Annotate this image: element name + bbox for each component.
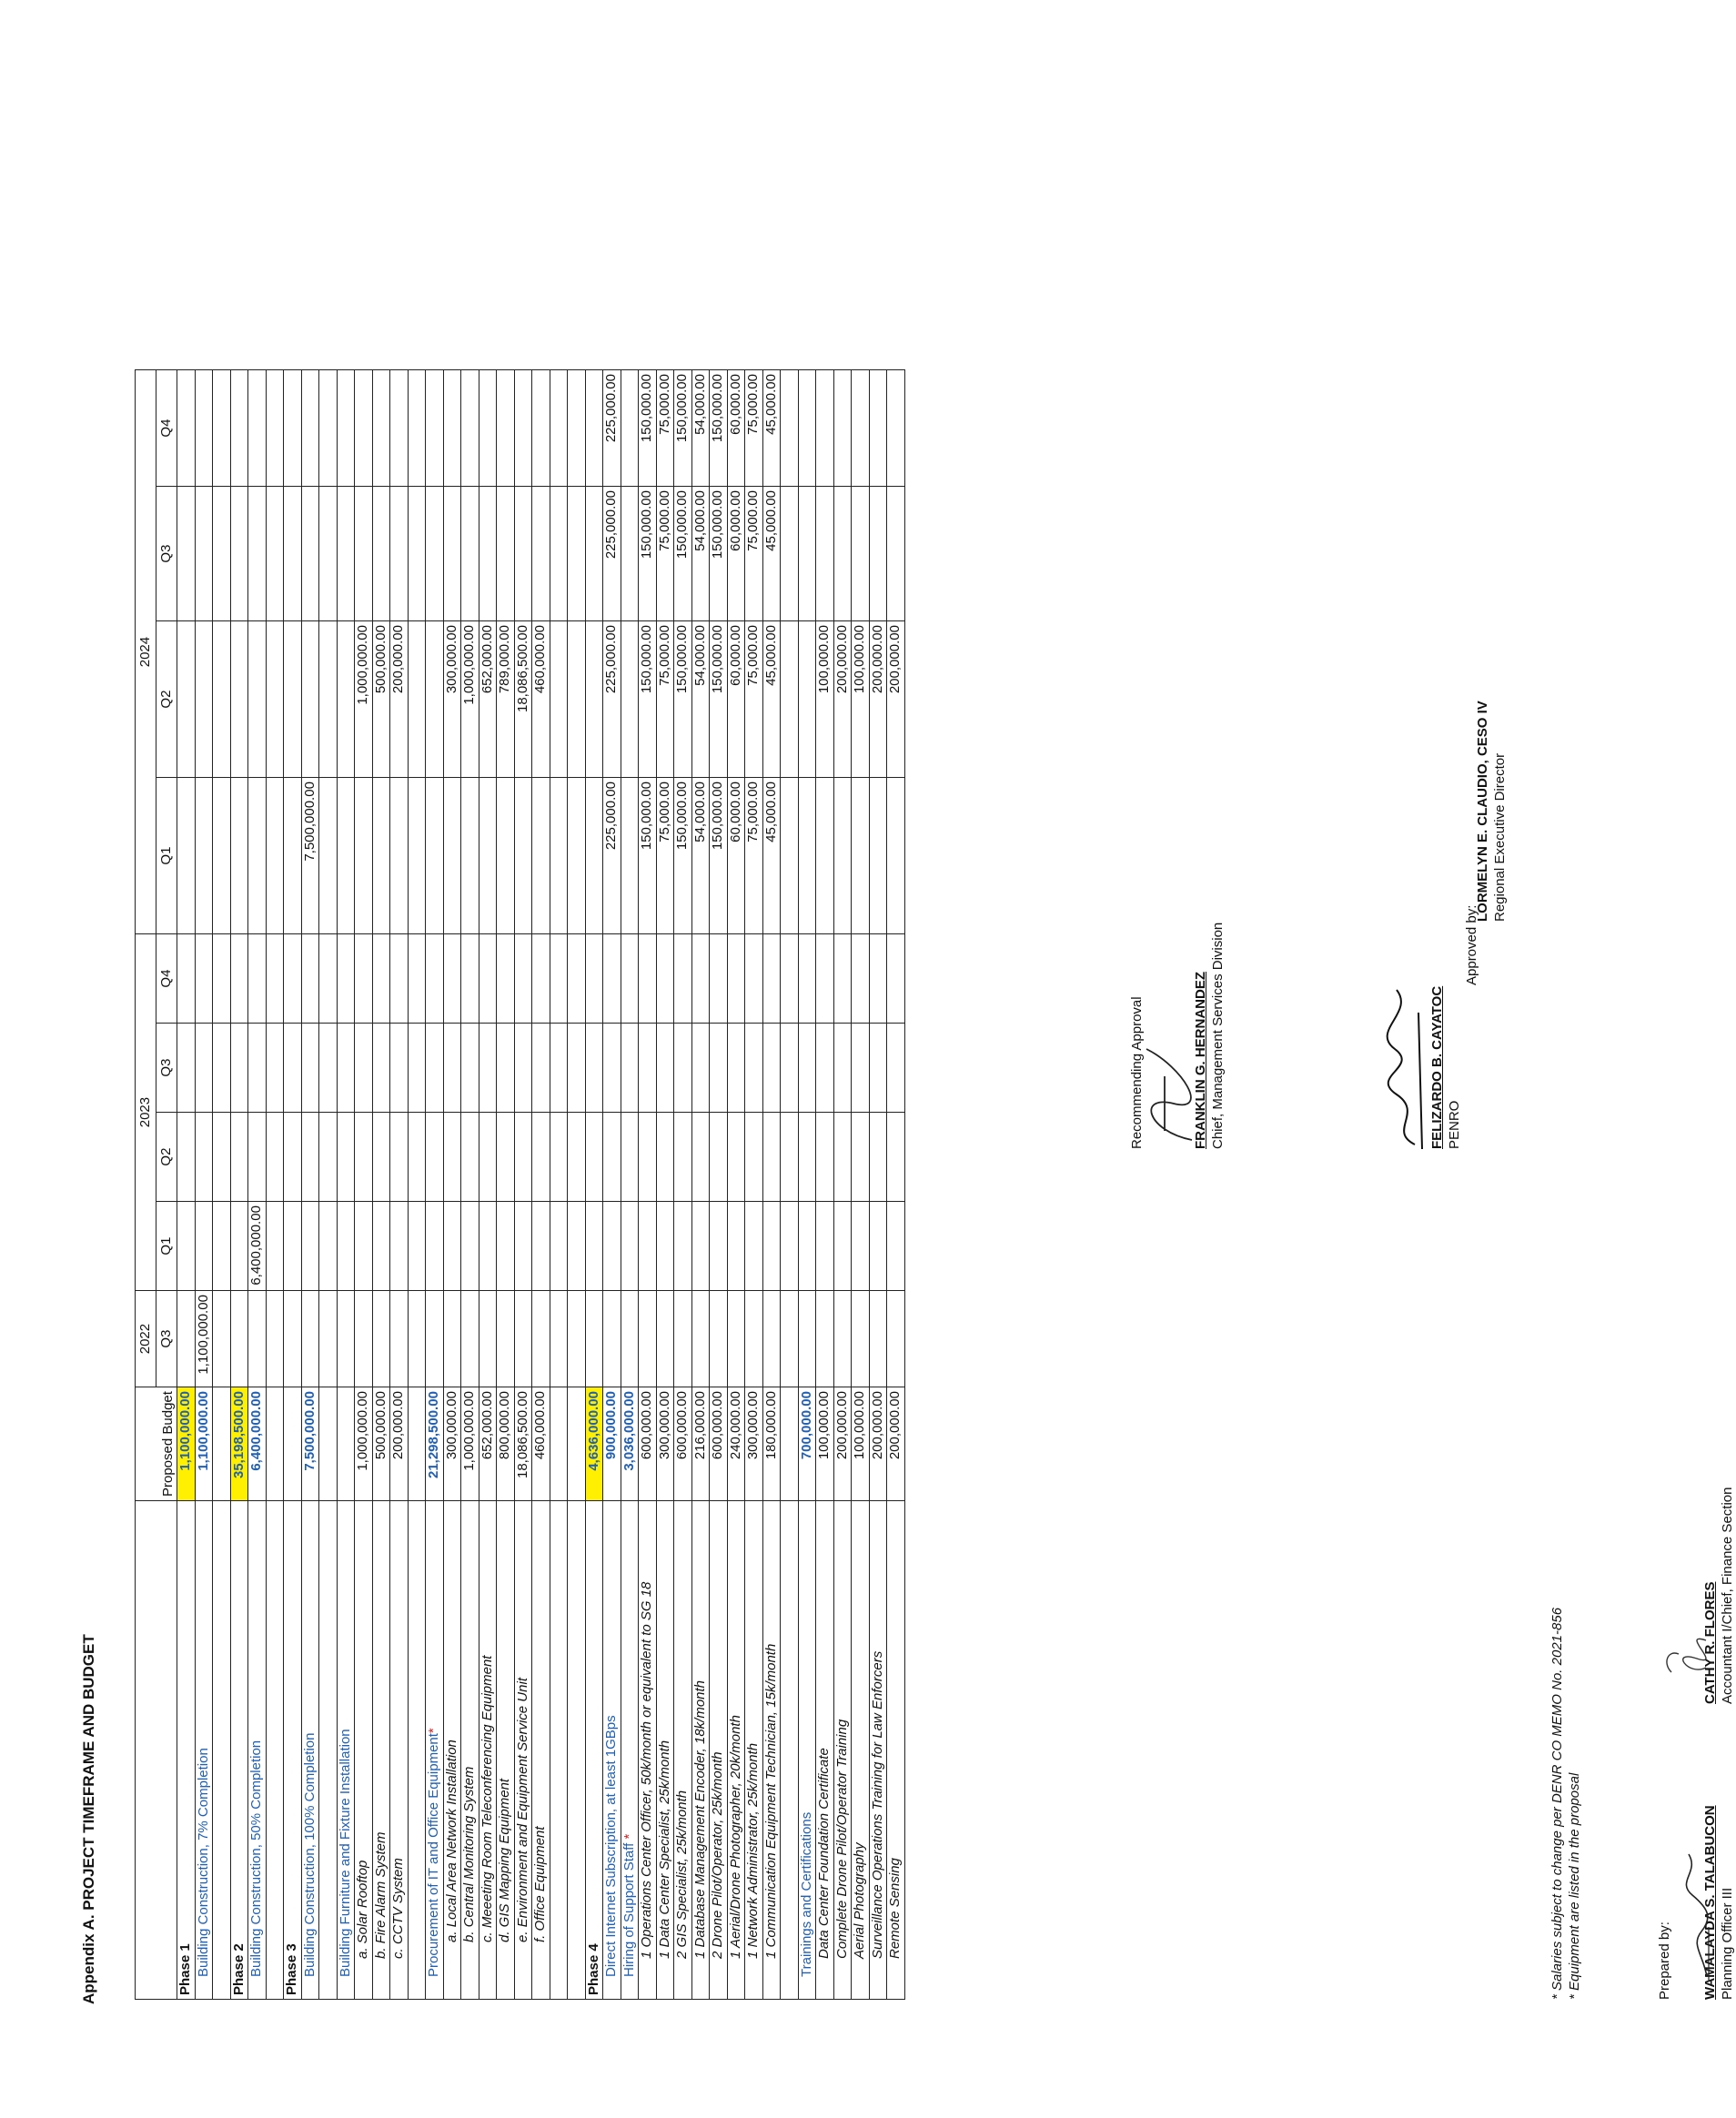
proc-c-budget: 652,000.00 [479, 1387, 497, 1501]
staff-item-label: 1 Network Administrator, 25k/month [745, 1501, 763, 2000]
train-item-label: Aerial Photography [852, 1501, 870, 2000]
bc100-2024-q1: 7,500,000.00 [301, 778, 319, 934]
staff-item-label: 1 Data Center Specialist, 25k/month [656, 1501, 674, 2000]
footnote-equipment: * Equipment are listed in the proposal [1567, 1772, 1582, 2000]
staff-item-budget: 300,000.00 [745, 1387, 763, 1501]
signatory-position: Chief, Management Services Division [1210, 922, 1226, 1149]
phase2-label: Phase 2 [230, 1501, 248, 2000]
bc50-budget: 6,400,000.00 [248, 1387, 267, 1501]
internet-q4: 225,000.00 [603, 370, 621, 487]
furn-a-budget: 1,000,000.00 [355, 1387, 373, 1501]
staff-item-q4: 45,000.00 [762, 370, 781, 487]
table-row [390, 370, 409, 2000]
train-item-budget: 200,000.00 [833, 1387, 852, 1501]
table-row [532, 370, 550, 2000]
table-row [372, 370, 390, 2000]
staff-item-q1: 150,000.00 [710, 778, 728, 934]
proc-f-q2: 460,000.00 [532, 621, 550, 778]
table-row [248, 370, 267, 2000]
signatory-position: Accountant I/Chief, Finance Section [1720, 1487, 1735, 1704]
q3-2023: Q3 [156, 1024, 177, 1113]
proc-a-label: a. Local Area Network Installation [443, 1501, 461, 2000]
furn-b-label: b. Fire Alarm System [372, 1501, 390, 2000]
table-row [426, 370, 444, 2000]
year-2024: 2024 [136, 370, 156, 934]
q4-2024: Q4 [156, 370, 177, 487]
staff-item-q4: 75,000.00 [745, 370, 763, 487]
train-label: Trainings and Certifications [798, 1501, 816, 2000]
bc7-budget: 1,100,000.00 [195, 1387, 213, 1501]
staff-item-q3: 75,000.00 [745, 487, 763, 621]
signature-mark [1681, 1845, 1718, 1982]
train-item-budget: 100,000.00 [852, 1387, 870, 1501]
table-row [568, 370, 586, 2000]
internet-q1: 225,000.00 [603, 778, 621, 934]
train-item-budget: 100,000.00 [816, 1387, 834, 1501]
staff-item-q4: 150,000.00 [639, 370, 657, 487]
footnotes [1549, 1608, 1583, 2000]
staff-item-q3: 54,000.00 [691, 487, 710, 621]
internet-q3: 225,000.00 [603, 487, 621, 621]
train-item-budget: 200,000.00 [887, 1387, 905, 1501]
table-row [656, 370, 674, 2000]
table-row [691, 370, 710, 2000]
proc-c-label: c. Meeeting Room Teleconferencing Equipment [479, 1501, 497, 2000]
signatory-name: FRANKLIN G. HERNANDEZ [1193, 972, 1208, 1149]
signatory-name: FELIZARDO B. CAYATOC [1429, 985, 1445, 1149]
table-row [762, 370, 781, 2000]
phase1-label: Phase 1 [177, 1501, 196, 2000]
budget-table-body [177, 370, 905, 2000]
phase4-total: 4,636,000.00 [585, 1387, 603, 1501]
proc-b-label: b. Central Monitoring System [461, 1501, 479, 2000]
staff-item-q1: 150,000.00 [639, 778, 657, 934]
staff-item-budget: 600,000.00 [639, 1387, 657, 1501]
staff-item-q2: 150,000.00 [710, 621, 728, 778]
train-budget: 700,000.00 [798, 1387, 816, 1501]
table-row [461, 370, 479, 2000]
proc-label [426, 1501, 444, 2000]
furn-a-q2: 1,000,000.00 [355, 621, 373, 778]
staff-item-q2: 75,000.00 [656, 621, 674, 778]
staff-item-label: 1 Operations Center Officer, 50k/month or equivalent to SG 18 [639, 1501, 657, 2000]
signatory-position: Regional Executive Director [1492, 752, 1508, 922]
phase2-total: 35,198,500.00 [230, 1387, 248, 1501]
phase4-label: Phase 4 [585, 1501, 603, 2000]
table-row [497, 370, 515, 2000]
staff-item-budget: 300,000.00 [656, 1387, 674, 1501]
q1-2023: Q1 [156, 1202, 177, 1291]
table-row [621, 370, 639, 2000]
table-row [745, 370, 763, 2000]
signatory-cayatoc [1428, 986, 1463, 1149]
staff-item-q2: 54,000.00 [691, 621, 710, 778]
table-row [550, 370, 568, 2000]
bc100-label: Building Construction, 100% Completion [301, 1501, 319, 2000]
year-2022: 2022 [136, 1291, 156, 1387]
staff-item-q3: 45,000.00 [762, 487, 781, 621]
q2-2023: Q2 [156, 1113, 177, 1202]
signatory-hernandez [1192, 923, 1226, 1149]
staff-item-q2: 60,000.00 [727, 621, 745, 778]
staff-item-q2: 75,000.00 [745, 621, 763, 778]
approved-label: Approved by: [1464, 904, 1479, 985]
staff-item-label: 1 Communication Equipment Technician, 15k/month [762, 1501, 781, 2000]
internet-budget: 900,000.00 [603, 1387, 621, 1501]
footnote-salaries: * Salaries subject to change per DENR CO MEMO No. 2021-856 [1549, 1607, 1565, 2000]
staff-item-q2: 150,000.00 [639, 621, 657, 778]
year-2023: 2023 [136, 934, 156, 1291]
table-row [869, 370, 887, 2000]
staff-item-budget: 216,000.00 [691, 1387, 710, 1501]
proc-c-q2: 652,000.00 [479, 621, 497, 778]
budget-table [135, 369, 905, 2000]
phase3-label: Phase 3 [284, 1501, 302, 2000]
staff-item-q1: 60,000.00 [727, 778, 745, 934]
staff-item-q1: 75,000.00 [745, 778, 763, 934]
signatory-position: PENRO [1447, 1100, 1462, 1149]
q1-2024: Q1 [156, 778, 177, 934]
signatory-name: WAMALAYDA S. TALABUCON [1702, 1805, 1718, 2000]
signature-mark [1378, 985, 1433, 1149]
table-row [585, 370, 603, 2000]
signatory-name: CATHY R. FLORES [1702, 1581, 1718, 1704]
staff-item-q4: 54,000.00 [691, 370, 710, 487]
proc-budget: 21,298,500.00 [426, 1387, 444, 1501]
train-item-label: Complete Drone Pilot/Operator Training [833, 1501, 852, 2000]
q3-2024: Q3 [156, 487, 177, 621]
table-row [710, 370, 728, 2000]
bc100-budget: 7,500,000.00 [301, 1387, 319, 1501]
internet-q2: 225,000.00 [603, 621, 621, 778]
table-row [337, 370, 355, 2000]
staff-item-budget: 240,000.00 [727, 1387, 745, 1501]
proc-d-budget: 800,000.00 [497, 1387, 515, 1501]
budget-header: Proposed Budget [136, 1387, 177, 1501]
signature-mark [1660, 1613, 1715, 1686]
table-row [514, 370, 532, 2000]
staff-item-budget: 600,000.00 [710, 1387, 728, 1501]
train-item-budget: 200,000.00 [869, 1387, 887, 1501]
table-row [674, 370, 692, 2000]
internet-label: Direct Internet Subscription, at least 1GBps [603, 1501, 621, 2000]
furn-c-label: c. CCTV System [390, 1501, 409, 2000]
train-item-q2: 100,000.00 [816, 621, 834, 778]
signatory-position: Planning Officer III [1720, 1887, 1735, 2000]
train-item-q2: 200,000.00 [887, 621, 905, 778]
proc-b-budget: 1,000,000.00 [461, 1387, 479, 1501]
signatory-talabucon [1701, 1805, 1736, 2000]
table-row [887, 370, 905, 2000]
table-row [266, 370, 284, 2000]
proc-e-budget: 18,086,500.00 [514, 1387, 532, 1501]
staff-item-q4: 150,000.00 [710, 370, 728, 487]
staff-item-q1: 45,000.00 [762, 778, 781, 934]
table-row [727, 370, 745, 2000]
staff-label [621, 1501, 639, 2000]
staff-item-label: 2 GIS Specialist, 25k/month [674, 1501, 692, 2000]
table-row [798, 370, 816, 2000]
staff-item-label: 1 Database Management Encoder, 18k/month [691, 1501, 710, 2000]
proc-e-label: e. Environment and Equipment Service Unit [514, 1501, 532, 2000]
staff-item-budget: 180,000.00 [762, 1387, 781, 1501]
table-row [443, 370, 461, 2000]
proc-a-q2: 300,000.00 [443, 621, 461, 778]
staff-item-q1: 150,000.00 [674, 778, 692, 934]
furn-c-budget: 200,000.00 [390, 1387, 409, 1501]
proc-f-label: f. Office Equipment [532, 1501, 550, 2000]
table-row [195, 370, 213, 2000]
train-item-q2: 200,000.00 [869, 621, 887, 778]
bc7-label: Building Construction, 7% Completion [195, 1501, 213, 2000]
proc-d-label: d. GIS Mapping Equipment [497, 1501, 515, 2000]
proc-star: * [426, 1728, 442, 1734]
table-row [319, 370, 338, 2000]
prepared-label: Prepared by: [1657, 1921, 1672, 2000]
staff-item-q2: 45,000.00 [762, 621, 781, 778]
recommending-label: Recommending Approval [1129, 996, 1145, 1149]
table-row [816, 370, 834, 2000]
table-row [479, 370, 497, 2000]
staff-item-label: 1 Aerial/Drone Photographer, 20k/month [727, 1501, 745, 2000]
bc50-2023-q1: 6,400,000.00 [248, 1202, 267, 1291]
proc-d-q2: 789,000.00 [497, 621, 515, 778]
label-header-cell [136, 1501, 177, 2000]
train-item-label: Data Center Foundation Certificate [816, 1501, 834, 2000]
table-row [177, 370, 196, 2000]
table-row [408, 370, 426, 2000]
bc50-label: Building Construction, 50% Completion [248, 1501, 267, 2000]
proc-label-text: Procurement of IT and Office Equipment [426, 1733, 442, 1977]
staff-item-budget: 600,000.00 [674, 1387, 692, 1501]
furn-a-label: a. Solar Rooftop [355, 1501, 373, 2000]
train-item-label: Remote Sensing [887, 1501, 905, 2000]
proc-f-budget: 460,000.00 [532, 1387, 550, 1501]
staff-item-q3: 150,000.00 [710, 487, 728, 621]
staff-label-text: Hiring of Support Staff [621, 1842, 637, 1977]
staff-item-q3: 75,000.00 [656, 487, 674, 621]
table-row [230, 370, 248, 2000]
staff-item-q4: 150,000.00 [674, 370, 692, 487]
train-item-label: Surveillance Operations Training for Law Enforcers [869, 1501, 887, 2000]
bc7-2022-q3: 1,100,000.00 [195, 1291, 213, 1387]
staff-item-q3: 150,000.00 [639, 487, 657, 621]
furn-b-q2: 500,000.00 [372, 621, 390, 778]
signatory-claudio [1474, 701, 1509, 922]
q2-2024: Q2 [156, 621, 177, 778]
table-row [833, 370, 852, 2000]
signatory-name: LORMELYN E. CLAUDIO, CESO IV [1475, 701, 1490, 922]
proc-a-budget: 300,000.00 [443, 1387, 461, 1501]
signature-mark [1128, 1040, 1201, 1149]
staff-item-q4: 60,000.00 [727, 370, 745, 487]
staff-item-label: 2 Drone Pilot/Operator, 25k/month [710, 1501, 728, 2000]
furn-c-q2: 200,000.00 [390, 621, 409, 778]
table-row [355, 370, 373, 2000]
table-row [852, 370, 870, 2000]
furn-b-budget: 500,000.00 [372, 1387, 390, 1501]
furn-label: Building Furniture and Fixture Installation [337, 1501, 355, 2000]
q3-2022: Q3 [156, 1291, 177, 1387]
table-row [639, 370, 657, 2000]
phase1-total: 1,100,000.00 [177, 1387, 196, 1501]
staff-budget: 3,036,000.00 [621, 1387, 639, 1501]
proc-b-q2: 1,000,000.00 [461, 621, 479, 778]
staff-item-q2: 150,000.00 [674, 621, 692, 778]
table-row [301, 370, 319, 2000]
signatory-flores [1701, 1488, 1736, 1704]
staff-item-q3: 150,000.00 [674, 487, 692, 621]
table-row [781, 370, 799, 2000]
proc-e-q2: 18,086,500.00 [514, 621, 532, 778]
table-row [284, 370, 302, 2000]
staff-item-q3: 60,000.00 [727, 487, 745, 621]
staff-item-q1: 75,000.00 [656, 778, 674, 934]
table-row [213, 370, 231, 2000]
page-title: Appendix A. PROJECT TIMEFRAME AND BUDGET [80, 1634, 97, 2004]
train-item-q2: 200,000.00 [833, 621, 852, 778]
q4-2023: Q4 [156, 934, 177, 1024]
train-item-q2: 100,000.00 [852, 621, 870, 778]
staff-star: * [621, 1833, 637, 1840]
staff-item-q1: 54,000.00 [691, 778, 710, 934]
staff-item-q4: 75,000.00 [656, 370, 674, 487]
table-row [603, 370, 621, 2000]
